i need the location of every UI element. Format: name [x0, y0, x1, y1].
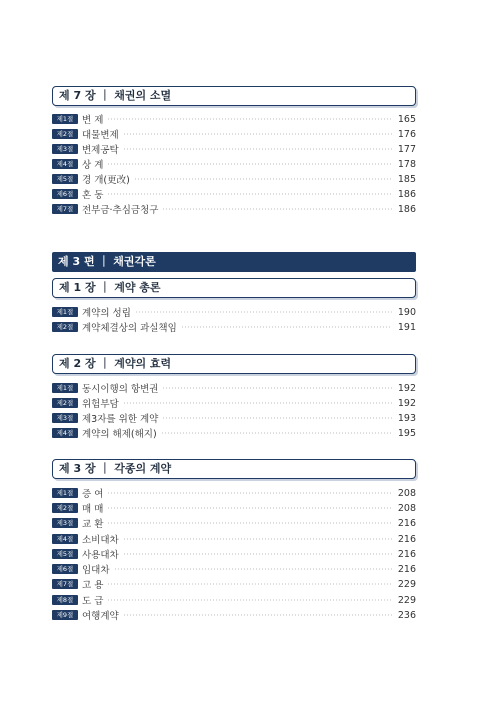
section-badge: 제2절	[52, 398, 78, 408]
toc-entry[interactable]	[52, 502, 416, 514]
toc-entry[interactable]	[52, 533, 416, 545]
entry-title: 위험부담	[82, 399, 119, 410]
dot-leader	[162, 208, 392, 210]
section-badge: 제1절	[52, 307, 78, 317]
dot-leader	[114, 568, 392, 570]
dot-leader	[181, 326, 392, 328]
toc-entry[interactable]	[52, 113, 416, 125]
page-number: 186	[397, 203, 416, 215]
section-badge: 제7절	[52, 579, 78, 589]
toc-entry[interactable]	[52, 173, 416, 185]
dot-leader	[162, 387, 392, 389]
dot-leader	[135, 311, 392, 313]
page-number: 229	[397, 594, 416, 606]
dot-leader	[107, 118, 392, 120]
dot-leader	[123, 148, 392, 150]
entry-title: 고 용	[82, 580, 104, 591]
dot-leader	[107, 507, 392, 509]
toc-entry[interactable]	[52, 594, 416, 606]
dot-leader	[123, 538, 392, 540]
entry-title: 사용대차	[82, 550, 119, 561]
section-badge: 제3절	[52, 518, 78, 528]
entry-title: 제3자를 위한 계약	[82, 414, 159, 425]
entry-title: 상 계	[82, 160, 104, 171]
dot-leader	[107, 163, 392, 165]
section-badge: 제5절	[52, 174, 78, 184]
toc-entry[interactable]	[52, 517, 416, 529]
dot-leader	[123, 133, 392, 135]
page-number: 192	[397, 382, 416, 394]
toc-entry[interactable]	[52, 321, 416, 333]
page-number: 208	[397, 487, 416, 499]
dot-leader	[107, 492, 392, 494]
page-number: 185	[397, 173, 416, 185]
toc-entry[interactable]	[52, 427, 416, 439]
toc-entry[interactable]	[52, 306, 416, 318]
section-badge: 제1절	[52, 488, 78, 498]
page-number: 191	[397, 321, 416, 333]
toc-entry[interactable]	[52, 382, 416, 394]
section-badge: 제4절	[52, 534, 78, 544]
toc-entry[interactable]	[52, 548, 416, 560]
section-badge: 제2절	[52, 129, 78, 139]
page-number: 192	[397, 397, 416, 409]
toc-entry[interactable]	[52, 563, 416, 575]
entry-title: 도 급	[82, 596, 104, 607]
chapter-1-header: 제 1 장 ｜ 계약 총론	[52, 278, 416, 298]
page-number: 165	[397, 113, 416, 125]
toc-entry[interactable]	[52, 609, 416, 621]
dot-leader	[107, 599, 392, 601]
section-badge: 제8절	[52, 595, 78, 605]
entry-title: 계약체결상의 과실책임	[82, 323, 177, 334]
toc-entry[interactable]	[52, 487, 416, 499]
entry-title: 동시이행의 항변권	[82, 384, 159, 395]
part-3-header: 제 3 편 ｜ 채권각론	[52, 252, 416, 272]
page-number: 229	[397, 578, 416, 590]
section-badge: 제6절	[52, 564, 78, 574]
section-badge: 제2절	[52, 503, 78, 513]
dot-leader	[107, 193, 392, 195]
page-number: 190	[397, 306, 416, 318]
chapter-2-header: 제 2 장 ｜ 계약의 효력	[52, 354, 416, 374]
page-number: 186	[397, 188, 416, 200]
entry-title: 계약의 성립	[82, 308, 131, 319]
dot-leader	[107, 583, 392, 585]
toc-entry[interactable]	[52, 203, 416, 215]
page-number: 216	[397, 563, 416, 575]
section-badge: 제4절	[52, 428, 78, 438]
entry-title: 혼 동	[82, 190, 104, 201]
dot-leader	[123, 614, 392, 616]
page-number: 216	[397, 533, 416, 545]
dot-leader	[162, 417, 392, 419]
section-badge: 제4절	[52, 159, 78, 169]
section-badge: 제9절	[52, 610, 78, 620]
entry-title: 경 개(更改)	[82, 175, 130, 186]
entry-title: 변 제	[82, 115, 104, 126]
dot-leader	[134, 178, 392, 180]
toc-entry[interactable]	[52, 412, 416, 424]
section-badge: 제3절	[52, 413, 78, 423]
toc-entry[interactable]	[52, 188, 416, 200]
entry-title: 변제공탁	[82, 145, 119, 156]
page-number: 178	[397, 158, 416, 170]
section-badge: 제1절	[52, 383, 78, 393]
toc-entry[interactable]	[52, 143, 416, 155]
entry-title: 계약의 해제(해지)	[82, 429, 157, 440]
page-number: 236	[397, 609, 416, 621]
entry-title: 임대차	[82, 565, 110, 576]
toc-entry[interactable]	[52, 128, 416, 140]
dot-leader	[123, 402, 392, 404]
page-number: 193	[397, 412, 416, 424]
entry-title: 교 환	[82, 519, 104, 530]
entry-title: 전부금·추심금청구	[82, 205, 159, 216]
entry-title: 매 매	[82, 504, 104, 515]
section-badge: 제5절	[52, 549, 78, 559]
page-number: 208	[397, 502, 416, 514]
toc-entry[interactable]	[52, 158, 416, 170]
section-badge: 제3절	[52, 144, 78, 154]
chapter-3-header: 제 3 장 ｜ 각종의 계약	[52, 459, 416, 479]
page-number: 195	[397, 427, 416, 439]
page-number: 177	[397, 143, 416, 155]
page-number: 216	[397, 517, 416, 529]
toc-entry[interactable]	[52, 578, 416, 590]
entry-title: 대물변제	[82, 130, 119, 141]
section-badge: 제7절	[52, 204, 78, 214]
toc-entry[interactable]	[52, 397, 416, 409]
section-badge: 제1절	[52, 114, 78, 124]
page-number: 216	[397, 548, 416, 560]
dot-leader	[107, 522, 392, 524]
dot-leader	[123, 553, 392, 555]
dot-leader	[161, 432, 392, 434]
entry-title: 증 여	[82, 489, 104, 500]
page-number: 176	[397, 128, 416, 140]
entry-title: 소비대차	[82, 535, 119, 546]
entry-title: 여행계약	[82, 611, 119, 622]
chapter-7-header: 제 7 장 ｜ 채권의 소멸	[52, 86, 416, 106]
section-badge: 제6절	[52, 189, 78, 199]
section-badge: 제2절	[52, 322, 78, 332]
